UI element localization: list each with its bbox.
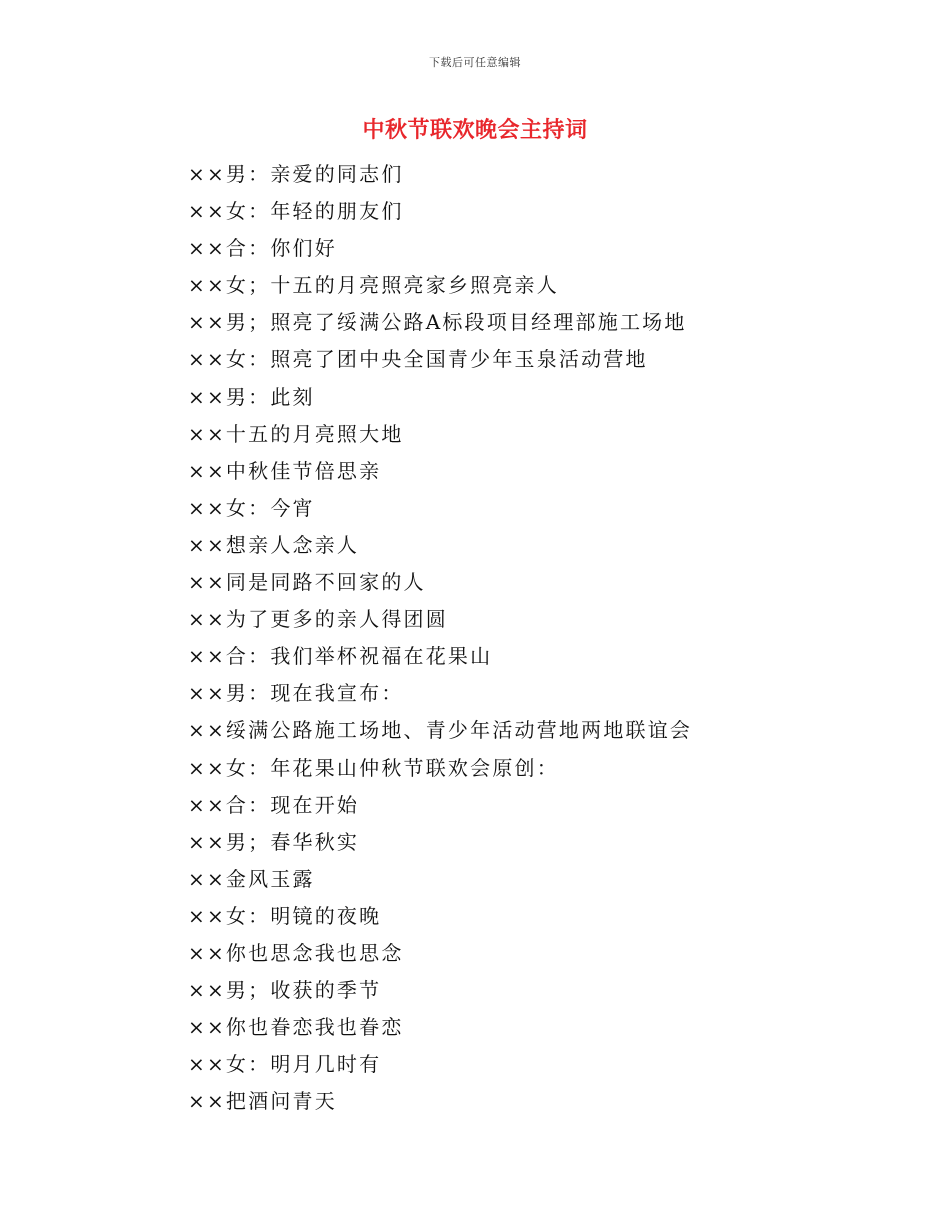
script-line: ××把酒问青天 bbox=[188, 1089, 337, 1114]
script-line: ××男：亲爱的同志们 bbox=[188, 162, 404, 186]
script-line: ××男；春华秋实 bbox=[188, 829, 360, 854]
script-line: ××十五的月亮照大地 bbox=[188, 421, 404, 446]
script-line: ××你也眷恋我也眷恋 bbox=[188, 1015, 404, 1040]
document-title: 中秋节联欢晚会主持词 bbox=[362, 117, 588, 143]
script-line: ××男：此刻 bbox=[188, 384, 315, 409]
script-line: ××女：照亮了团中央全国青少年玉泉活动营地 bbox=[188, 347, 648, 372]
script-line: ××女；十五的月亮照亮家乡照亮亲人 bbox=[188, 273, 559, 298]
script-line: ××女：今宵 bbox=[188, 495, 315, 520]
script-line: ××女：年花果山仲秋节联欢会原创： bbox=[188, 755, 559, 780]
script-line: ××女：明镜的夜晚 bbox=[188, 903, 382, 928]
script-line: ××合：你们好 bbox=[188, 236, 337, 261]
script-line: ××金风玉露 bbox=[188, 866, 315, 891]
script-line: ××合：现在开始 bbox=[188, 792, 360, 817]
header-note: 下载后可任意编辑 bbox=[429, 56, 521, 69]
script-line: ××男；照亮了绥满公路A标段项目经理部施工场地 bbox=[188, 310, 687, 335]
script-lines bbox=[188, 156, 828, 1120]
script-line: ××合：我们举杯祝福在花果山 bbox=[188, 644, 493, 669]
script-line: ××男；收获的季节 bbox=[188, 978, 382, 1003]
script-line: ××为了更多的亲人得团圆 bbox=[188, 607, 448, 632]
script-line: ××女：年轻的朋友们 bbox=[188, 199, 404, 224]
script-line: ××你也思念我也思念 bbox=[188, 940, 404, 965]
script-line: ××男：现在我宣布： bbox=[188, 681, 404, 706]
script-line: ××想亲人念亲人 bbox=[188, 532, 360, 557]
script-line: ××同是同路不回家的人 bbox=[188, 570, 426, 595]
script-line: ××中秋佳节倍思亲 bbox=[188, 458, 382, 483]
script-line: ××女：明月几时有 bbox=[188, 1052, 382, 1077]
script-line: ××绥满公路施工场地、青少年活动营地两地联谊会 bbox=[188, 718, 693, 743]
